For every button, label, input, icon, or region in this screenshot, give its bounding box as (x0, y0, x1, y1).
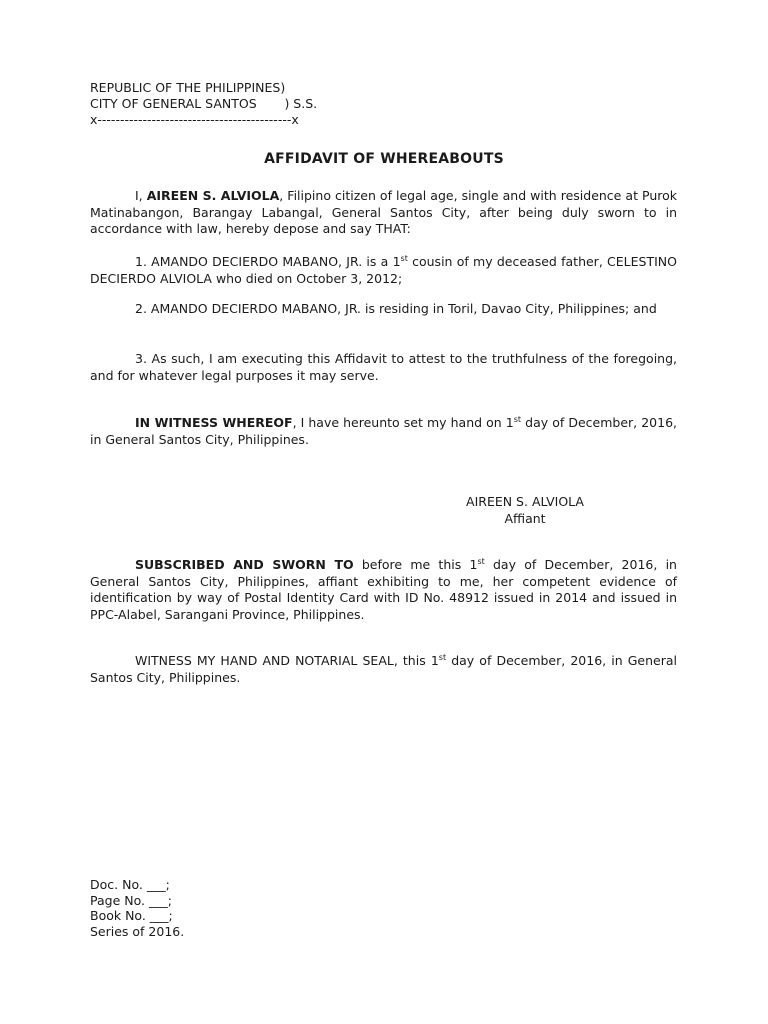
item1-post: cousin of my deceased father, CELESTINO DECIERDO ALVIOLA who died on October 3, 2012; (90, 254, 677, 286)
witness-post: day of December, 2016, in General Santos City, Philippines. (90, 415, 678, 447)
statement-item-3: 3. As such, I am executing this Affidavit to attest to the truthfulness of the foregoing, and for whatever legal purposes it may serve. (90, 351, 677, 383)
signatory-name: AIREEN S. ALVIOLA (466, 494, 584, 509)
notarial-register-block (90, 877, 184, 939)
page-number: Page No. ___; (90, 892, 172, 908)
caption-separator: x-------------------------------------------x (90, 112, 299, 127)
series-year: Series of 2016. (90, 923, 185, 939)
document-title: AFFIDAVIT OF WHEREABOUTS (264, 151, 504, 167)
jurat-pre: before me this 1 (353, 557, 478, 572)
notarial-pre: WITNESS MY HAND AND NOTARIAL SEAL, this 1 (135, 653, 439, 668)
witness-pre: , I have hereunto set my hand on 1 (292, 415, 514, 430)
intro-post: , Filipino citizen of legal age, single and with residence at Purok Matinabangon, Barangay Labangal, General Santos City, after being duly sworn to in accordance with law, hereby depose and say THAT: (90, 188, 677, 236)
item1-superscript: st (400, 253, 408, 263)
witness-superscript: st (513, 414, 522, 424)
book-number: Book No. ___; (90, 908, 173, 923)
signatory-role: Affiant (504, 510, 546, 526)
signature-block (425, 494, 625, 527)
statement-item-2: 2. AMANDO DECIERDO MABANO, JR. is residing in Toril, Davao City, Philippines; and (135, 301, 657, 316)
notarial-superscript: st (438, 652, 447, 662)
jurat-heading: SUBSCRIBED AND SWORN TO (135, 557, 354, 572)
jurat-superscript: st (477, 556, 485, 566)
intro-paragraph (90, 188, 677, 238)
venue-caption (90, 80, 317, 128)
statement-item-1 (90, 254, 677, 287)
intro-pre: I, (135, 188, 147, 203)
caption-republic: REPUBLIC OF THE PHILIPPINES) (90, 80, 286, 95)
doc-number: Doc. No. ___; (90, 877, 170, 892)
witness-heading: IN WITNESS WHEREOF (135, 415, 293, 430)
affiant-name: AIREEN S. ALVIOLA (146, 188, 280, 203)
item1-pre: 1. AMANDO DECIERDO MABANO, JR. is a 1 (135, 254, 401, 269)
witness-paragraph (90, 415, 677, 448)
jurat-post: day of December, 2016, in General Santos City, Philippines, affiant exhibiting to me, her competent evidence of identification by way of Postal Identity Card with ID No. 48912 issued in 2014 and issued in PPC-Alabel, Sarangani Province, Philippines. (90, 557, 677, 622)
notarial-post: day of December, 2016, in General Santos City, Philippines. (90, 653, 677, 685)
jurat-paragraph (90, 557, 677, 623)
caption-city: CITY OF GENERAL SANTOS ) S.S. (90, 96, 318, 111)
notarial-paragraph (90, 653, 677, 686)
